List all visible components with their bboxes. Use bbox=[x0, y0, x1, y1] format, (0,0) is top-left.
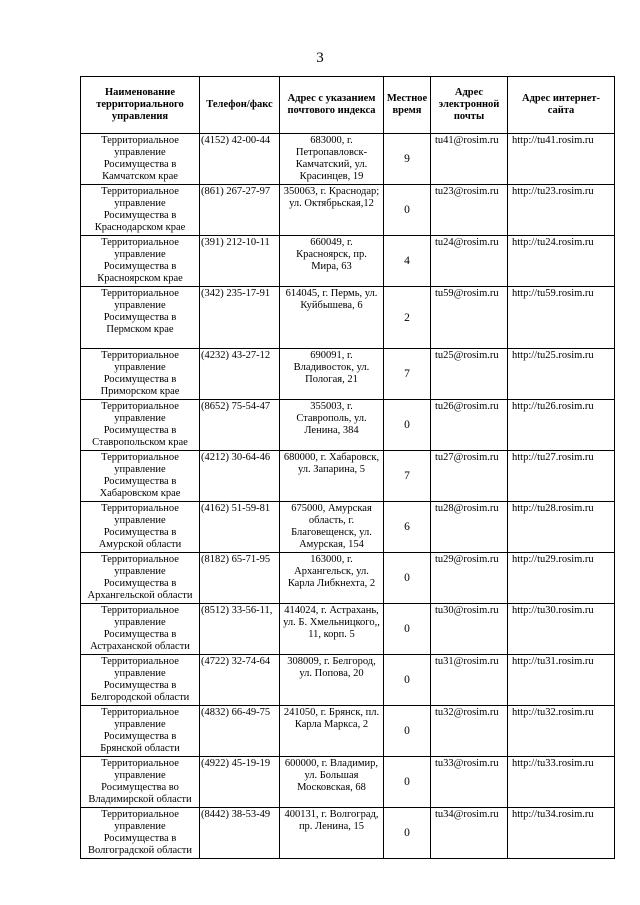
table-row bbox=[81, 185, 615, 236]
phone-cell: (4722) 32-74-64 bbox=[200, 655, 280, 706]
office-name-cell: Территориальное управление Росимущества в Приморском крае bbox=[81, 349, 200, 400]
address-cell: 690091, г. Владивосток, ул. Пологая, 21 bbox=[280, 349, 384, 400]
phone-cell: (4922) 45-19-19 bbox=[200, 757, 280, 808]
table-row bbox=[81, 655, 615, 706]
header-address: Адрес с указанием почтового индекса bbox=[280, 77, 384, 134]
header-timezone: Местное время bbox=[384, 77, 431, 134]
timezone-cell: 2 bbox=[384, 287, 431, 349]
website-cell: http://tu27.rosim.ru bbox=[508, 451, 615, 502]
timezone-cell: 0 bbox=[384, 553, 431, 604]
phone-cell: (8512) 33-56-11, bbox=[200, 604, 280, 655]
table-row bbox=[81, 400, 615, 451]
website-cell: http://tu29.rosim.ru bbox=[508, 553, 615, 604]
timezone-cell: 0 bbox=[384, 400, 431, 451]
website-cell: http://tu34.rosim.ru bbox=[508, 808, 615, 859]
email-cell: tu29@rosim.ru bbox=[431, 553, 508, 604]
address-cell: 675000, Амурская область, г. Благовещенск, ул. Амурская, 154 bbox=[280, 502, 384, 553]
office-name-cell: Территориальное управление Росимущества в Амурской области bbox=[81, 502, 200, 553]
phone-cell: (4152) 42-00-44 bbox=[200, 134, 280, 185]
office-name-cell: Территориальное управление Росимущества во Владимирской области bbox=[81, 757, 200, 808]
office-name-cell: Территориальное управление Росимущества в Брянской области bbox=[81, 706, 200, 757]
address-cell: 308009, г. Белгород, ул. Попова, 20 bbox=[280, 655, 384, 706]
table-row bbox=[81, 236, 615, 287]
timezone-cell: 7 bbox=[384, 349, 431, 400]
header-site: Адрес интернет-сайта bbox=[508, 77, 615, 134]
phone-cell: (8652) 75-54-47 bbox=[200, 400, 280, 451]
office-name-cell: Территориальное управление Росимущества в Краснодарском крае bbox=[81, 185, 200, 236]
timezone-cell: 0 bbox=[384, 757, 431, 808]
table-row bbox=[81, 502, 615, 553]
table-row bbox=[81, 134, 615, 185]
email-cell: tu41@rosim.ru bbox=[431, 134, 508, 185]
timezone-cell: 9 bbox=[384, 134, 431, 185]
timezone-cell: 0 bbox=[384, 655, 431, 706]
timezone-cell: 0 bbox=[384, 185, 431, 236]
email-cell: tu34@rosim.ru bbox=[431, 808, 508, 859]
office-name-cell: Территориальное управление Росимущества в Камчатском крае bbox=[81, 134, 200, 185]
table-row bbox=[81, 451, 615, 502]
territorial-offices-table bbox=[80, 76, 615, 859]
office-name-cell: Территориальное управление Росимущества в Пермском крае bbox=[81, 287, 200, 349]
phone-cell: (391) 212-10-11 bbox=[200, 236, 280, 287]
email-cell: tu27@rosim.ru bbox=[431, 451, 508, 502]
table-header-row bbox=[81, 77, 615, 134]
website-cell: http://tu26.rosim.ru bbox=[508, 400, 615, 451]
table-row bbox=[81, 706, 615, 757]
website-cell: http://tu33.rosim.ru bbox=[508, 757, 615, 808]
table-row bbox=[81, 808, 615, 859]
address-cell: 241050, г. Брянск, пл. Карла Маркса, 2 bbox=[280, 706, 384, 757]
table-row bbox=[81, 349, 615, 400]
website-cell: http://tu41.rosim.ru bbox=[508, 134, 615, 185]
header-name: Наименование территориального управления bbox=[81, 77, 200, 134]
address-cell: 683000, г. Петропавловск-Камчатский, ул. Красинцев, 19 bbox=[280, 134, 384, 185]
website-cell: http://tu59.rosim.ru bbox=[508, 287, 615, 349]
email-cell: tu23@rosim.ru bbox=[431, 185, 508, 236]
website-cell: http://tu32.rosim.ru bbox=[508, 706, 615, 757]
phone-cell: (4232) 43-27-12 bbox=[200, 349, 280, 400]
website-cell: http://tu31.rosim.ru bbox=[508, 655, 615, 706]
address-cell: 414024, г. Астрахань, ул. Б. Хмельницкого,, 11, корп. 5 bbox=[280, 604, 384, 655]
phone-cell: (8182) 65-71-95 bbox=[200, 553, 280, 604]
email-cell: tu24@rosim.ru bbox=[431, 236, 508, 287]
header-email: Адрес электронной почты bbox=[431, 77, 508, 134]
address-cell: 163000, г. Архангельск, ул. Карла Либкнехта, 2 bbox=[280, 553, 384, 604]
address-cell: 660049, г. Красноярск, пр. Мира, 63 bbox=[280, 236, 384, 287]
office-name-cell: Территориальное управление Росимущества в Архангельской области bbox=[81, 553, 200, 604]
header-phone: Телефон/факс bbox=[200, 77, 280, 134]
email-cell: tu59@rosim.ru bbox=[431, 287, 508, 349]
email-cell: tu25@rosim.ru bbox=[431, 349, 508, 400]
address-cell: 355003, г. Ставрополь, ул. Ленина, 384 bbox=[280, 400, 384, 451]
page-number: 3 bbox=[316, 50, 324, 66]
timezone-cell: 7 bbox=[384, 451, 431, 502]
timezone-cell: 4 bbox=[384, 236, 431, 287]
table-row bbox=[81, 757, 615, 808]
email-cell: tu33@rosim.ru bbox=[431, 757, 508, 808]
timezone-cell: 6 bbox=[384, 502, 431, 553]
phone-cell: (861) 267-27-97 bbox=[200, 185, 280, 236]
timezone-cell: 0 bbox=[384, 706, 431, 757]
office-name-cell: Территориальное управление Росимущества в Волгоградской области bbox=[81, 808, 200, 859]
address-cell: 614045, г. Пермь, ул. Куйбышева, 6 bbox=[280, 287, 384, 349]
website-cell: http://tu30.rosim.ru bbox=[508, 604, 615, 655]
office-name-cell: Территориальное управление Росимущества в Белгородской области bbox=[81, 655, 200, 706]
office-name-cell: Территориальное управление Росимущества в Астраханской области bbox=[81, 604, 200, 655]
website-cell: http://tu23.rosim.ru bbox=[508, 185, 615, 236]
address-cell: 680000, г. Хабаровск, ул. Запарина, 5 bbox=[280, 451, 384, 502]
website-cell: http://tu24.rosim.ru bbox=[508, 236, 615, 287]
address-cell: 350063, г. Краснодар; ул. Октябрьская,12 bbox=[280, 185, 384, 236]
timezone-cell: 0 bbox=[384, 604, 431, 655]
website-cell: http://tu25.rosim.ru bbox=[508, 349, 615, 400]
website-cell: http://tu28.rosim.ru bbox=[508, 502, 615, 553]
phone-cell: (4162) 51-59-81 bbox=[200, 502, 280, 553]
timezone-cell: 0 bbox=[384, 808, 431, 859]
table-row bbox=[81, 604, 615, 655]
email-cell: tu31@rosim.ru bbox=[431, 655, 508, 706]
office-name-cell: Территориальное управление Росимущества в Хабаровском крае bbox=[81, 451, 200, 502]
email-cell: tu26@rosim.ru bbox=[431, 400, 508, 451]
email-cell: tu30@rosim.ru bbox=[431, 604, 508, 655]
email-cell: tu32@rosim.ru bbox=[431, 706, 508, 757]
address-cell: 400131, г. Волгоград, пр. Ленина, 15 bbox=[280, 808, 384, 859]
table-row bbox=[81, 287, 615, 349]
email-cell: tu28@rosim.ru bbox=[431, 502, 508, 553]
phone-cell: (4832) 66-49-75 bbox=[200, 706, 280, 757]
table-row bbox=[81, 553, 615, 604]
office-name-cell: Территориальное управление Росимущества в Ставропольском крае bbox=[81, 400, 200, 451]
address-cell: 600000, г. Владимир, ул. Большая Московская, 68 bbox=[280, 757, 384, 808]
phone-cell: (8442) 38-53-49 bbox=[200, 808, 280, 859]
phone-cell: (342) 235-17-91 bbox=[200, 287, 280, 349]
office-name-cell: Территориальное управление Росимущества в Красноярском крае bbox=[81, 236, 200, 287]
phone-cell: (4212) 30-64-46 bbox=[200, 451, 280, 502]
